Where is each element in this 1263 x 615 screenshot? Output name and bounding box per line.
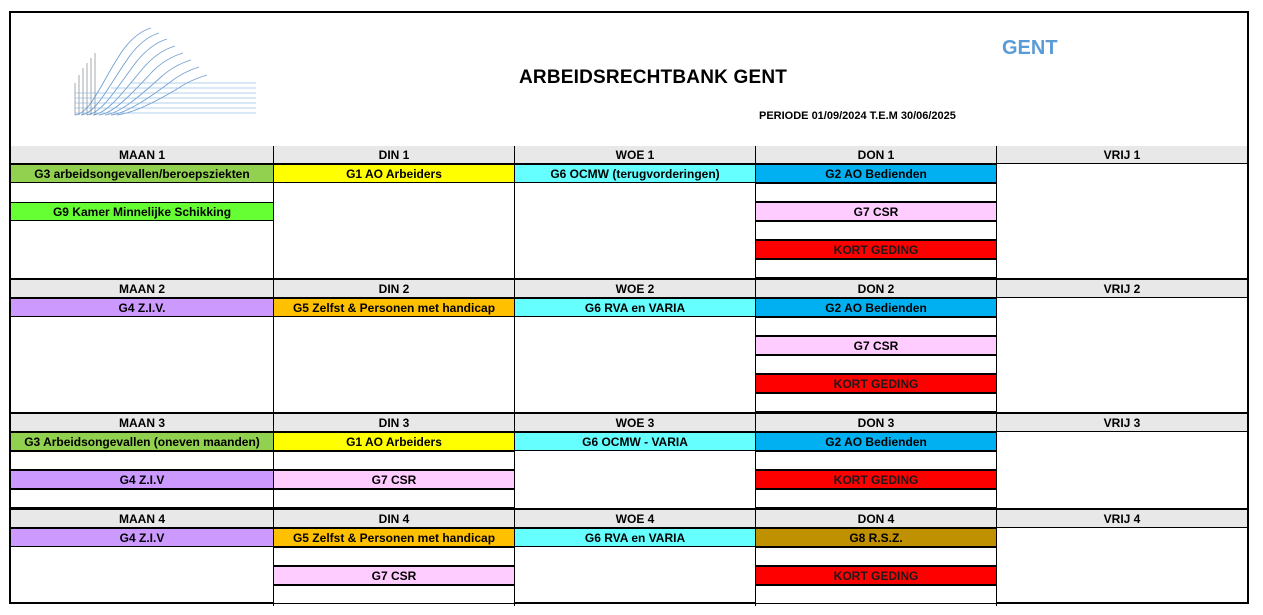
- day-header: VRIJ 4: [997, 510, 1247, 528]
- day-column: [11, 146, 274, 278]
- day-column: [11, 280, 274, 412]
- session-slot: G7 CSR: [274, 470, 514, 489]
- day-header: VRIJ 1: [997, 146, 1247, 164]
- day-column: [997, 414, 1247, 508]
- day-column: [997, 510, 1247, 606]
- day-column: [997, 146, 1247, 278]
- day-header: DON 2: [756, 280, 996, 298]
- day-header: WOE 3: [515, 414, 755, 432]
- building-logo-icon: [71, 23, 256, 118]
- day-header: DIN 4: [274, 510, 514, 528]
- empty-slot: [274, 585, 514, 604]
- empty-slot: [11, 451, 273, 470]
- session-slot: KORT GEDING: [756, 374, 996, 393]
- day-column: [515, 414, 756, 508]
- day-header: MAAN 2: [11, 280, 273, 298]
- session-slot: G4 Z.I.V.: [11, 298, 273, 317]
- day-column: [756, 414, 997, 508]
- day-column: [756, 510, 997, 606]
- empty-slot: [274, 451, 514, 470]
- week-row: [11, 510, 1247, 606]
- session-slot: G8 R.S.Z.: [756, 528, 996, 547]
- week-row: [11, 280, 1247, 414]
- day-header: DON 1: [756, 146, 996, 164]
- session-slot: G7 CSR: [756, 202, 996, 221]
- session-slot: G4 Z.I.V: [11, 528, 273, 547]
- empty-slot: [756, 355, 996, 374]
- day-header: WOE 4: [515, 510, 755, 528]
- session-slot: KORT GEDING: [756, 566, 996, 585]
- period-label: PERIODE 01/09/2024 T.E.M 30/06/2025: [759, 110, 956, 122]
- session-slot: G7 CSR: [274, 566, 514, 585]
- day-column: [515, 146, 756, 278]
- empty-slot: [274, 489, 514, 508]
- session-slot: G6 RVA en VARIA: [515, 528, 755, 547]
- day-header: VRIJ 2: [997, 280, 1247, 298]
- day-header: WOE 2: [515, 280, 755, 298]
- day-column: [997, 280, 1247, 412]
- week-row: [11, 146, 1247, 280]
- day-column: [274, 280, 515, 412]
- empty-slot: [756, 451, 996, 470]
- day-header: DON 4: [756, 510, 996, 528]
- day-header: MAAN 4: [11, 510, 273, 528]
- session-slot: G1 AO Arbeiders: [274, 432, 514, 451]
- day-column: [515, 280, 756, 412]
- session-slot: G6 OCMW (terugvorderingen): [515, 164, 755, 183]
- schedule-grid: [11, 146, 1247, 606]
- empty-slot: [756, 221, 996, 240]
- day-column: [756, 280, 997, 412]
- day-column: [274, 510, 515, 606]
- day-column: [11, 510, 274, 606]
- session-slot: G5 Zelfst & Personen met handicap: [274, 528, 514, 547]
- empty-slot: [756, 259, 996, 278]
- day-header: MAAN 1: [11, 146, 273, 164]
- week-row: [11, 414, 1247, 510]
- schedule-sheet: [9, 11, 1249, 604]
- day-header: DIN 1: [274, 146, 514, 164]
- empty-slot: [756, 547, 996, 566]
- day-header: VRIJ 3: [997, 414, 1247, 432]
- empty-slot: [756, 183, 996, 202]
- empty-slot: [756, 585, 996, 604]
- day-header: DIN 2: [274, 280, 514, 298]
- session-slot: KORT GEDING: [756, 470, 996, 489]
- day-column: [11, 414, 274, 508]
- session-slot: G6 RVA en VARIA: [515, 298, 755, 317]
- session-slot: G3 Arbeidsongevallen (oneven maanden): [11, 432, 273, 451]
- session-slot: G4 Z.I.V: [11, 470, 273, 489]
- day-column: [515, 510, 756, 606]
- session-slot: G7 CSR: [756, 336, 996, 355]
- session-slot: G3 arbeidsongevallen/beroepsziekten: [11, 164, 273, 183]
- sheet-header: [11, 13, 1247, 148]
- session-slot: G2 AO Bedienden: [756, 298, 996, 317]
- empty-slot: [274, 547, 514, 566]
- city-label: GENT: [1002, 37, 1058, 59]
- session-slot: G2 AO Bedienden: [756, 432, 996, 451]
- session-slot: G6 OCMW - VARIA: [515, 432, 755, 451]
- empty-slot: [756, 489, 996, 508]
- day-header: DIN 3: [274, 414, 514, 432]
- session-slot: KORT GEDING: [756, 240, 996, 259]
- session-slot: G2 AO Bedienden: [756, 164, 996, 183]
- day-header: MAAN 3: [11, 414, 273, 432]
- day-column: [756, 146, 997, 278]
- day-header: DON 3: [756, 414, 996, 432]
- day-column: [274, 146, 515, 278]
- session-slot: G5 Zelfst & Personen met handicap: [274, 298, 514, 317]
- day-header: WOE 1: [515, 146, 755, 164]
- empty-slot: [756, 317, 996, 336]
- session-slot: G1 AO Arbeiders: [274, 164, 514, 183]
- session-slot: G9 Kamer Minnelijke Schikking: [11, 202, 273, 221]
- day-column: [274, 414, 515, 508]
- page-title: ARBEIDSRECHTBANK GENT: [519, 67, 788, 88]
- empty-slot: [11, 489, 273, 508]
- empty-slot: [756, 393, 996, 412]
